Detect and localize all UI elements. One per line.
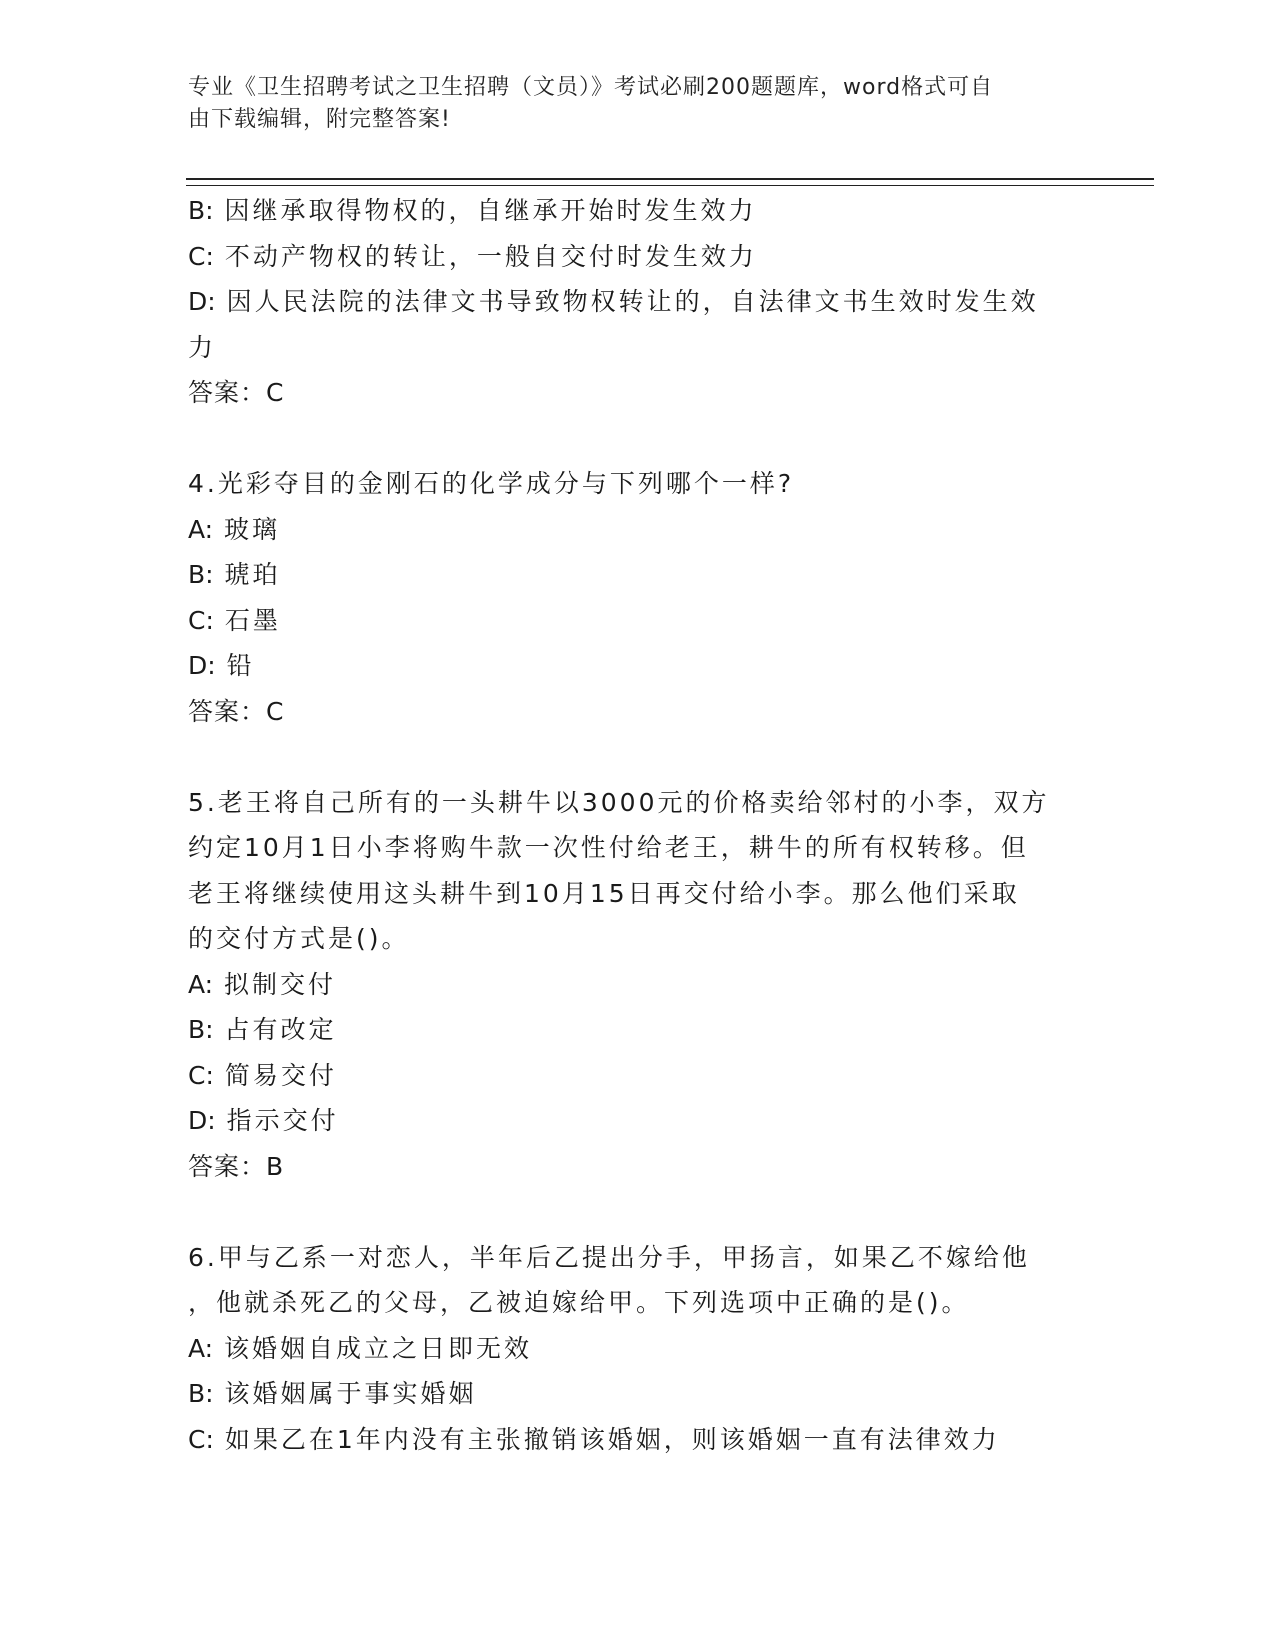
answer: 答案：C: [188, 696, 285, 726]
question-stem-line-2: ，他就杀死乙的父母，乙被迫嫁给甲。下列选项中正确的是()。: [188, 1288, 970, 1317]
question-stem-line-4: 的交付方式是()。: [188, 924, 410, 953]
option-a: A: 拟制交付: [188, 969, 337, 999]
option-b: B: 琥珀: [188, 560, 281, 589]
spacer: [188, 416, 1088, 462]
page-header: [188, 72, 1088, 136]
header-divider: [186, 178, 1154, 186]
option-d-continuation: 力: [188, 332, 217, 362]
question-stem-line-3: 老王将继续使用这头耕牛到10月15日再交付给小李。那么他们采取: [188, 878, 1020, 908]
option-b: B: 该婚姻属于事实婚姻: [188, 1379, 477, 1408]
option-a: A: 该婚姻自成立之日即无效: [188, 1333, 533, 1363]
spacer: [188, 1189, 1088, 1235]
question-stem-line-1: 5.老王将自己所有的一头耕牛以3000元的价格卖给邻村的小李，双方: [188, 787, 1050, 817]
question-3: [188, 188, 1088, 416]
option-b: B: 因继承取得物权的，自继承开始时发生效力: [188, 196, 757, 225]
question-stem: 4.光彩夺目的金刚石的化学成分与下列哪个一样?: [188, 469, 795, 498]
header-title-line-1: 专业《卫生招聘考试之卫生招聘（文员）》考试必刷200题题库，word格式可自: [188, 75, 994, 100]
question-4: [188, 461, 1088, 734]
option-d: D: 因人民法院的法律文书导致物权转让的，自法律文书生效时发生效: [188, 287, 1039, 316]
question-content: [188, 188, 1088, 1462]
answer: 答案：B: [188, 1151, 285, 1181]
option-a: A: 玻璃: [188, 514, 281, 544]
question-stem-line-1: 6.甲与乙系一对恋人，半年后乙提出分手，甲扬言，如果乙不嫁给他: [188, 1242, 1030, 1272]
option-c: C: 简易交付: [188, 1060, 337, 1090]
option-b: B: 占有改定: [188, 1015, 337, 1044]
spacer: [188, 734, 1088, 780]
answer: 答案：C: [188, 378, 285, 407]
option-c: C: 石墨: [188, 605, 281, 635]
option-d: D: 指示交付: [188, 1106, 339, 1135]
question-stem-line-2: 约定10月1日小李将购牛款一次性付给老王，耕牛的所有权转移。但: [188, 833, 1029, 862]
option-d: D: 铅: [188, 651, 255, 680]
option-c: C: 不动产物权的转让，一般自交付时发生效力: [188, 241, 757, 271]
header-title-line-2: 由下载编辑，附完整答案!: [188, 107, 451, 132]
question-5: [188, 780, 1088, 1190]
question-6: [188, 1235, 1088, 1463]
option-c: C: 如果乙在1年内没有主张撤销该婚姻，则该婚姻一直有法律效力: [188, 1424, 1000, 1454]
